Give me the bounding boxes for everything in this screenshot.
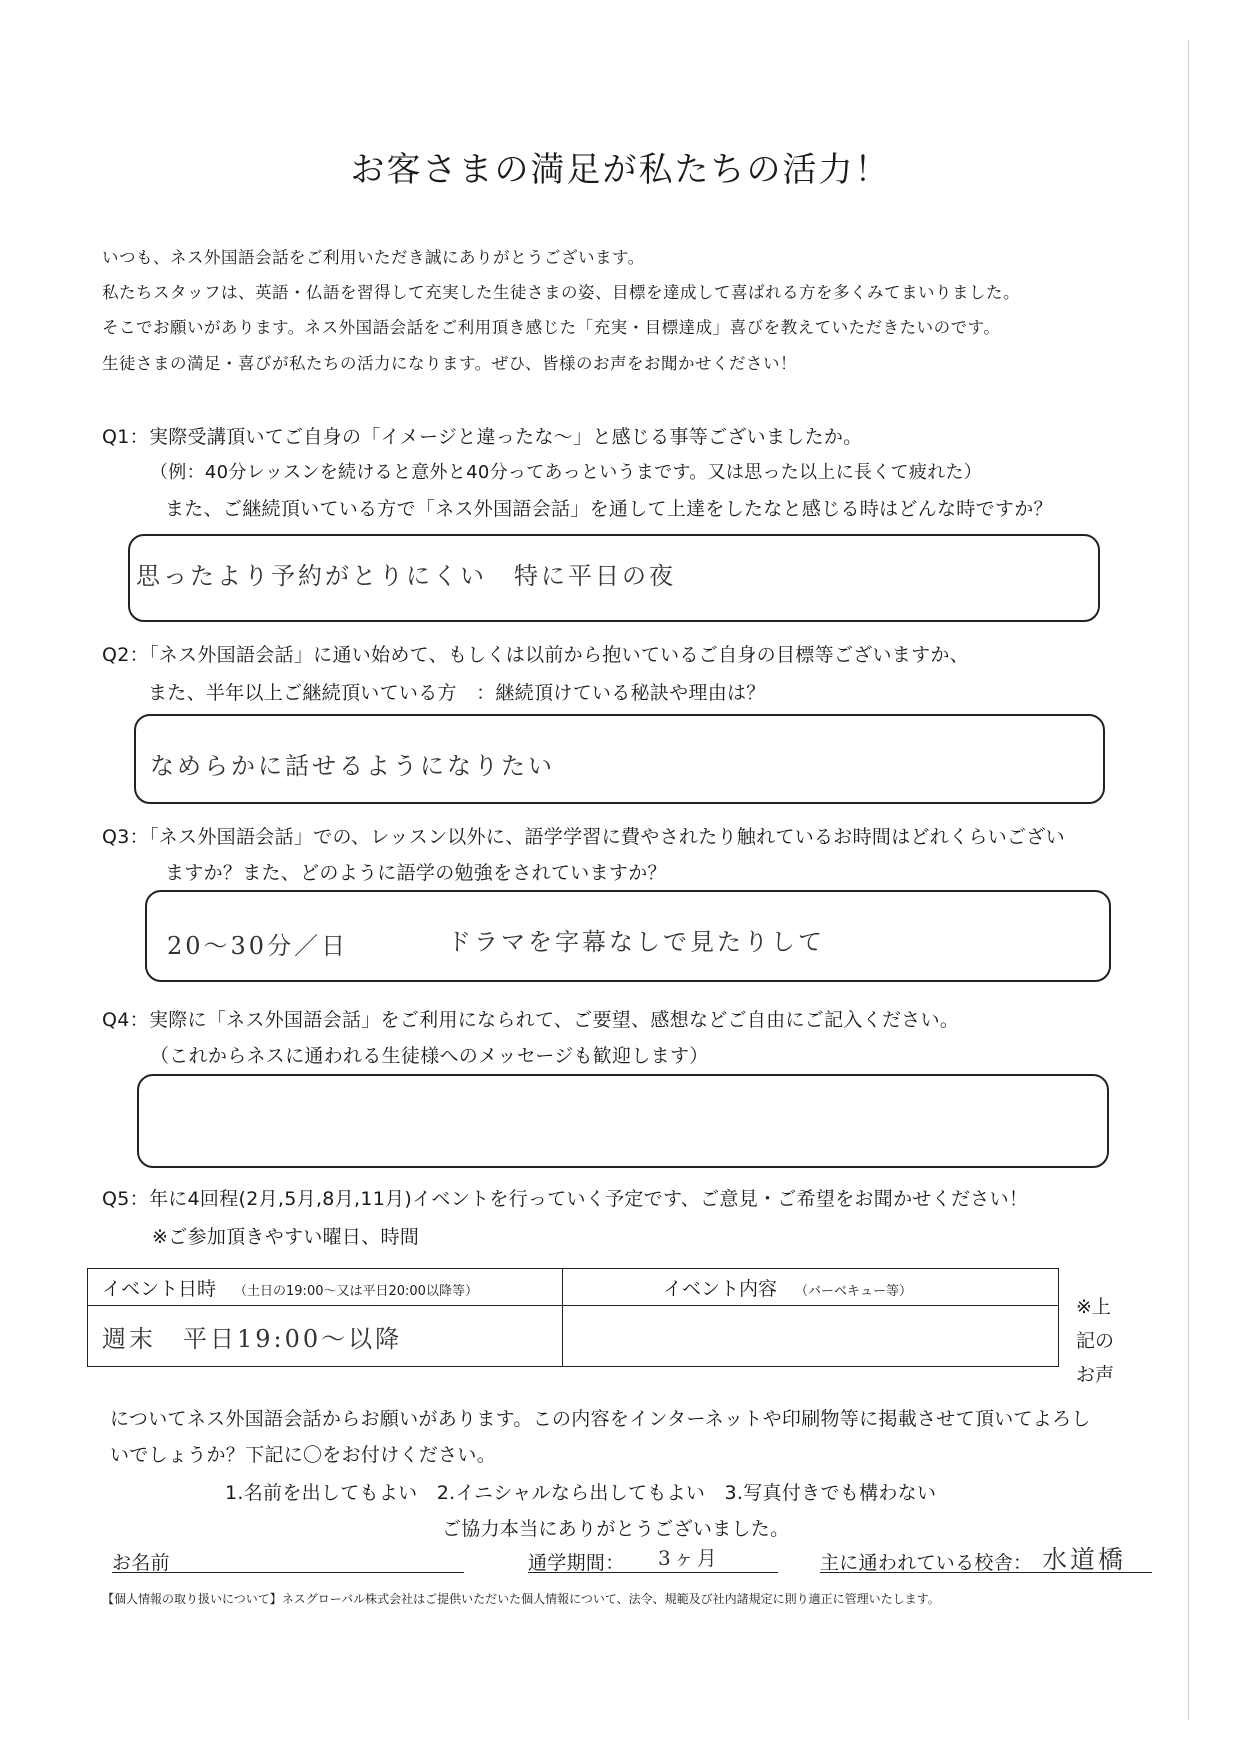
school-label: 主に通われている校舎：: [820, 1552, 1033, 1574]
side-note-line-2: 記の: [1076, 1330, 1115, 1352]
q3-question-continued: ますか？また、どのように語学の勉強をされていますか？: [165, 862, 667, 884]
q1-question: Q1：実際受講頂いてご自身の「イメージと違ったな～」と感じる事等ございましたか。: [102, 426, 863, 448]
q4-question: Q4：実際に「ネス外国語会話」をご利用になられて、ご要望、感想などご自由にご記入ください。: [102, 1009, 960, 1031]
event-datetime-cell[interactable]: [88, 1306, 563, 1367]
q2-answer: なめらかに話せるようになりたい: [150, 752, 555, 780]
event-datetime-hint: （土日の19:00～又は平日20:00以降等）: [234, 1283, 478, 1299]
event-content-cell[interactable]: [563, 1306, 1059, 1367]
event-content-label: イベント内容: [663, 1277, 778, 1300]
event-table-row: [88, 1306, 1059, 1367]
event-datetime-label: イベント日時: [102, 1277, 217, 1300]
q2-question-continued: また、半年以上ご継続頂いている方 ：継続頂けている秘訣や理由は？: [148, 682, 766, 704]
q5-question: Q5：年に4回程(2月,5月,8月,11月)イベントを行っていく予定です、ご意見・ご希望をお聞かせください！: [102, 1188, 1029, 1210]
event-table-header: [88, 1269, 1059, 1306]
event-content-header: [563, 1269, 1059, 1306]
side-note-line-3: お声: [1076, 1364, 1115, 1386]
q2-question: Q2：「ネス外国語会話」に通い始めて、もしくは以前から抱いているご自身の目標等ございますか、: [102, 644, 969, 666]
page-title: お客さまの満足が私たちの活力！: [350, 150, 891, 190]
period-label: 通学期間：: [528, 1552, 625, 1574]
event-content-hint: （バーベキュー等）: [795, 1283, 913, 1299]
q3-answer-time: 20～30分／日: [167, 932, 349, 960]
name-field[interactable]: [112, 1572, 464, 1573]
page-edge-shadow: [1188, 40, 1189, 1720]
intro-line-2: 私たちスタッフは、英語・仏語を習得して充実した生徒さまの姿、目標を達成して喜ばれる方を多くみてまいりました。: [102, 283, 1020, 302]
q4-question-continued: （これからネスに通われる生徒様へのメッセージも歓迎します）: [150, 1045, 709, 1067]
q2-answer-box[interactable]: [134, 714, 1105, 804]
consent-text-1: についてネス外国語会話からお願いがあります。この内容をインターネットや印刷物等に掲載させて頂いてよろし: [110, 1408, 1091, 1430]
event-table: [87, 1268, 1059, 1367]
school-value: 水道橋: [1042, 1545, 1127, 1574]
period-value: 3ヶ月: [658, 1546, 720, 1570]
side-note-line-1: ※上: [1076, 1296, 1111, 1318]
q1-answer-box[interactable]: [128, 534, 1100, 622]
intro-line-4: 生徒さまの満足・喜びが私たちの活力になります。ぜひ、皆様のお声をお聞かせください！: [102, 354, 798, 373]
intro-line-3: そこでお願いがあります。ネス外国語会話をご利用頂き感じた「充実・目標達成」喜びを教えていただきたいのです。: [102, 318, 1001, 337]
q5-note: ※ご参加頂きやすい曜日、時間: [152, 1226, 420, 1248]
event-datetime-answer: 週末 平日19:00～以降: [102, 1324, 403, 1353]
q3-answer-box[interactable]: [145, 890, 1111, 982]
consent-text-2: いでしょうか？下記に〇をお付けください。: [110, 1444, 497, 1466]
q3-question: Q3：「ネス外国語会話」での、レッスン以外に、語学学習に費やされたり触れているお時間はどれくらいござい: [102, 826, 1065, 848]
q4-answer-box[interactable]: [137, 1074, 1109, 1168]
q1-question-continued: また、ご継続頂いている方で「ネス外国語会話」を通して上達をしたなと感じる時はどんな時ですか？: [165, 498, 1053, 520]
q1-example: （例：40分レッスンを続けると意外と40分ってあっというまです。又は思った以上に長くて疲れた）: [150, 462, 983, 483]
event-datetime-header: [88, 1269, 563, 1306]
intro-line-1: いつも、ネス外国語会話をご利用いただき誠にありがとうございます。: [102, 248, 645, 267]
privacy-footer: 【個人情報の取り扱いについて】ネスグローバル株式会社はご提供いただいた個人情報について、法令、規範及び社内諸規定に則り適正に管理いたします。: [102, 1592, 940, 1606]
name-label: お名前: [112, 1552, 170, 1574]
thanks-message: ご協力本当にありがとうございました。: [442, 1518, 790, 1540]
q3-answer-method: ドラマを字幕なしで見たりして: [447, 928, 825, 956]
q1-answer: 思ったより予約がとりにくい 特に平日の夜: [136, 562, 676, 590]
consent-options[interactable]: 1.名前を出してもよい 2.イニシャルなら出してもよい 3.写真付きでも構わない: [225, 1482, 937, 1504]
